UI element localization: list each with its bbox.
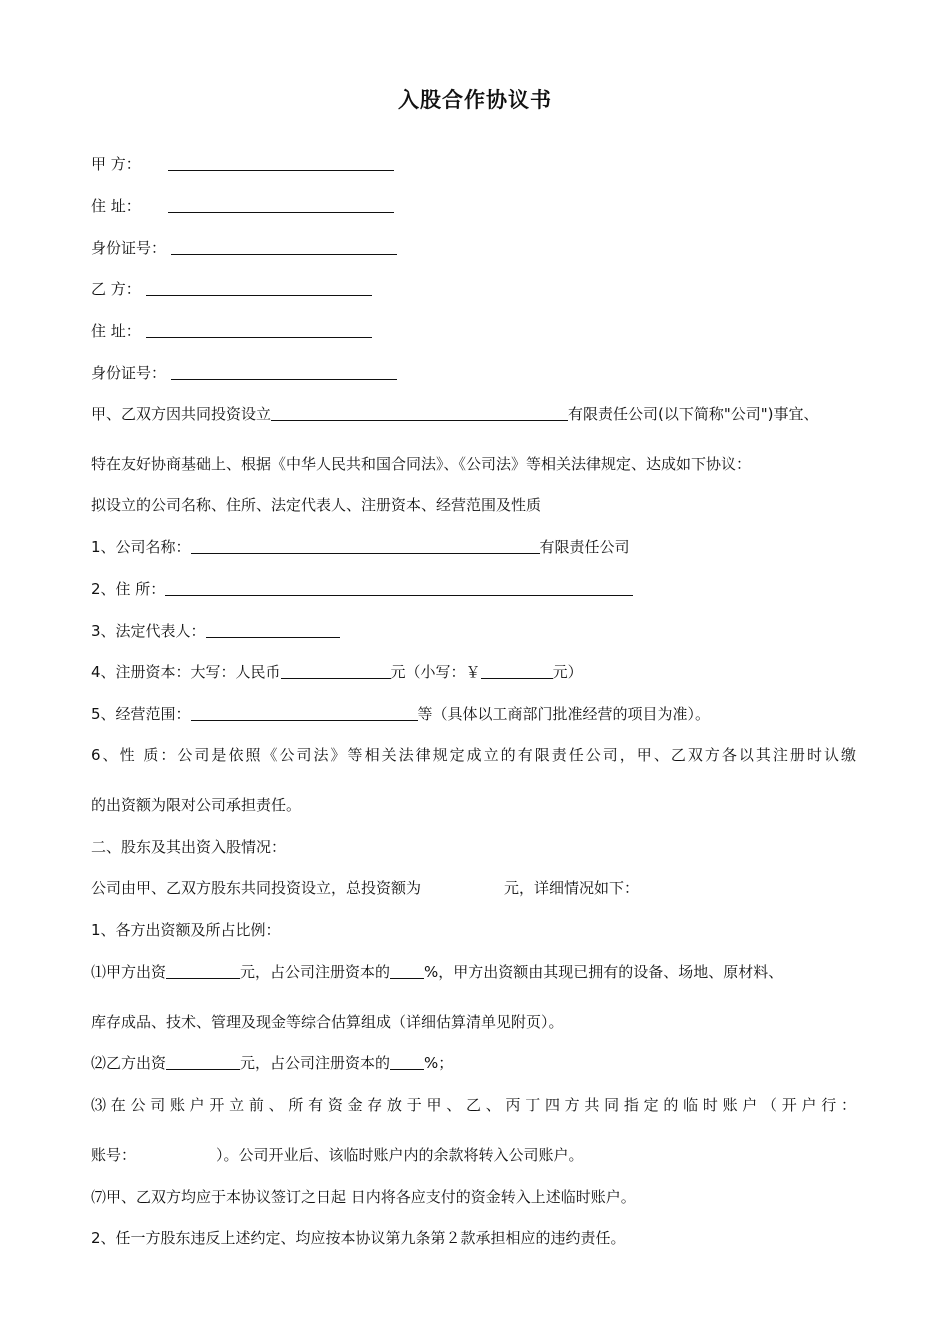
id-a-field (91, 237, 397, 259)
address-a-field (91, 195, 394, 217)
address-a-label: 住 址： (91, 197, 141, 215)
account-number-label: 账号： (91, 1146, 137, 1164)
party-a-contribution-line-2: 库存成品、技术、管理及现金等综合估算组成（详细估算清单见附页）。 (91, 1013, 564, 1031)
item2-label: 2、住 所： (91, 580, 166, 598)
item-legal-rep (91, 620, 340, 642)
transfer-deadline-line: ⑺甲、乙双方均应于本协议签订之日起 日内将各应支付的资金转入上述临时账户。 (91, 1188, 636, 1206)
item1-label: 1、公司名称： (91, 538, 191, 556)
party-a-amount-blank[interactable] (166, 962, 240, 979)
total-investment-suffix: 元，详细情况如下： (504, 879, 640, 897)
temp-account-line-2 (91, 1144, 584, 1166)
id-a-blank[interactable] (171, 238, 397, 255)
party-a-contribution-prefix: ⑴甲方出资 (91, 963, 167, 981)
preamble-suffix: 有限责任公司(以下简称"公司")事宜、 (568, 405, 819, 423)
party-b-label: 乙 方： (91, 280, 141, 298)
company-name-blank-preamble[interactable] (271, 404, 568, 421)
preamble-line-1 (91, 403, 819, 425)
id-b-label: 身份证号： (91, 364, 167, 382)
preamble-line-2: 特在友好协商基础上、根据《中华人民共和国合同法》、《公司法》等相关法律规定、达成如下协议： (91, 455, 752, 473)
address-a-blank[interactable] (168, 196, 394, 213)
item3-label: 3、法定代表人： (91, 622, 206, 640)
party-b-amount-blank[interactable] (166, 1053, 240, 1070)
item-company-name (91, 536, 630, 558)
item-nature-line-2: 的出资额为限对公司承担责任。 (91, 796, 302, 814)
address-b-blank[interactable] (146, 321, 372, 338)
item4-label: 4、注册资本：大写：人民币 (91, 663, 281, 681)
party-a-blank[interactable] (168, 154, 394, 171)
party-a-percent-blank[interactable] (390, 962, 424, 979)
total-investment-prefix: 公司由甲、乙双方股东共同投资设立，总投资额为 (91, 879, 422, 897)
party-b-percent-blank[interactable] (390, 1053, 424, 1070)
section2-heading: 二、股东及其出资入股情况： (91, 838, 287, 856)
party-b-contribution-line (91, 1052, 453, 1074)
party-a-contribution-suffix: %，甲方出资额由其现已拥有的设备、场地、原材料、 (424, 963, 784, 981)
address-b-label: 住 址： (91, 322, 141, 340)
legal-rep-blank[interactable] (206, 621, 340, 638)
total-investment-line (91, 877, 639, 899)
party-b-contribution-mid: 元，占公司注册资本的 (240, 1054, 391, 1072)
capital-uppercase-blank[interactable] (281, 662, 391, 679)
company-address-blank[interactable] (165, 579, 633, 596)
party-a-contribution-line-1 (91, 961, 783, 983)
party-b-contribution-prefix: ⑵乙方出资 (91, 1054, 167, 1072)
temp-account-line-1: ⑶在公司账户开立前、所有资金存放于甲、乙、丙丁四方共同指定的临时账户（开户行： (91, 1096, 856, 1114)
item1-suffix: 有限责任公司 (539, 538, 630, 556)
preamble-prefix: 甲、乙双方因共同投资设立 (91, 405, 272, 423)
party-b-contribution-suffix: %； (424, 1054, 454, 1072)
party-a-label: 甲 方： (91, 155, 141, 173)
party-b-field (91, 278, 372, 300)
company-name-blank[interactable] (191, 537, 540, 554)
id-a-label: 身份证号： (91, 239, 167, 257)
item4-suffix: 元） (552, 663, 583, 681)
party-b-blank[interactable] (146, 279, 372, 296)
item5-label: 5、经营范围： (91, 705, 191, 723)
item4-mid: 元（小写：￥ (390, 663, 481, 681)
contribution-heading: 1、各方出资额及所占比例： (91, 921, 281, 939)
id-b-blank[interactable] (171, 363, 397, 380)
business-scope-blank[interactable] (191, 704, 418, 721)
document-title: 入股合作协议书 (398, 88, 552, 112)
address-b-field (91, 320, 372, 342)
item5-suffix: 等（具体以工商部门批准经营的项目为准）。 (417, 705, 711, 723)
item-business-scope (91, 703, 710, 725)
item-registered-capital (91, 661, 583, 683)
party-a-contribution-mid: 元，占公司注册资本的 (240, 963, 391, 981)
temp-account-suffix: ）。公司开业后、该临时账户内的余款将转入公司账户。 (216, 1146, 584, 1164)
id-b-field (91, 362, 397, 384)
capital-lowercase-blank[interactable] (481, 662, 553, 679)
breach-liability-line: 2、任一方股东违反上述约定、均应按本协议第九条第２款承担相应的违约责任。 (91, 1229, 626, 1247)
item-address (91, 578, 633, 600)
item-nature-line-1: 6、性 质：公司是依照《公司法》等相关法律规定成立的有限责任公司，甲、乙双方各以其注册时认缴 (91, 746, 856, 764)
section1-heading: 拟设立的公司名称、住所、法定代表人、注册资本、经营范围及性质 (91, 496, 542, 514)
party-a-field (91, 153, 394, 175)
